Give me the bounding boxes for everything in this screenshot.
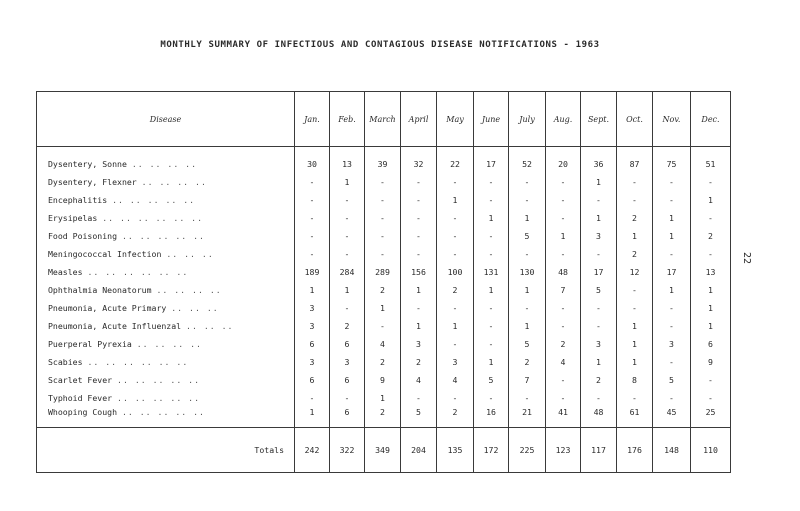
- leader-dots: .. .. ..: [186, 321, 234, 331]
- value-cell: 87: [617, 147, 653, 174]
- value-cell: 7: [546, 281, 581, 299]
- value-cell: 1: [581, 353, 617, 371]
- value-cell: 131: [474, 263, 509, 281]
- header-month: May: [437, 92, 474, 147]
- disease-name: [37, 191, 295, 209]
- value-cell: -: [617, 389, 653, 407]
- value-cell: -: [546, 317, 581, 335]
- value-cell: -: [401, 209, 437, 227]
- value-cell: 2: [581, 371, 617, 389]
- value-cell: -: [365, 209, 401, 227]
- header-month: Sept.: [581, 92, 617, 147]
- value-cell: -: [691, 245, 731, 263]
- value-cell: 32: [401, 147, 437, 174]
- total-cell: 135: [437, 428, 474, 473]
- value-cell: 1: [581, 173, 617, 191]
- value-cell: -: [509, 173, 546, 191]
- value-cell: -: [509, 245, 546, 263]
- value-cell: -: [365, 191, 401, 209]
- value-cell: 5: [653, 371, 691, 389]
- value-cell: 1: [691, 317, 731, 335]
- value-cell: 284: [330, 263, 365, 281]
- disease-name: [37, 371, 295, 389]
- total-cell: 148: [653, 428, 691, 473]
- total-cell: 110: [691, 428, 731, 473]
- value-cell: 45: [653, 407, 691, 428]
- total-cell: 204: [401, 428, 437, 473]
- table-row: [37, 245, 731, 263]
- value-cell: 8: [617, 371, 653, 389]
- value-cell: -: [365, 227, 401, 245]
- value-cell: -: [401, 389, 437, 407]
- disease-name: [37, 227, 295, 245]
- page-title: MONTHLY SUMMARY OF INFECTIOUS AND CONTAGIOUS DISEASE NOTIFICATIONS - 1963: [160, 40, 600, 50]
- value-cell: -: [546, 245, 581, 263]
- leader-dots: .. .. .. .. ..: [117, 393, 201, 403]
- table-row: [37, 147, 731, 174]
- disease-table: [36, 91, 731, 473]
- value-cell: -: [474, 335, 509, 353]
- disease-name: [37, 263, 295, 281]
- value-cell: 25: [691, 407, 731, 428]
- table-row: [37, 353, 731, 371]
- table-row: [37, 227, 731, 245]
- value-cell: -: [546, 299, 581, 317]
- disease-label: Typhoid Fever: [48, 393, 113, 403]
- value-cell: 3: [437, 353, 474, 371]
- value-cell: -: [401, 299, 437, 317]
- header-month: March: [365, 92, 401, 147]
- disease-label: Erysipelas: [48, 213, 98, 223]
- value-cell: -: [437, 245, 474, 263]
- value-cell: 3: [581, 335, 617, 353]
- value-cell: 100: [437, 263, 474, 281]
- value-cell: -: [295, 389, 330, 407]
- value-cell: 13: [330, 147, 365, 174]
- disease-label: Whooping Cough: [48, 407, 118, 417]
- value-cell: -: [437, 299, 474, 317]
- value-cell: 20: [546, 147, 581, 174]
- value-cell: 3: [295, 299, 330, 317]
- value-cell: 1: [474, 353, 509, 371]
- header-month: July: [509, 92, 546, 147]
- value-cell: 1: [295, 407, 330, 428]
- value-cell: -: [295, 227, 330, 245]
- table-row: [37, 389, 731, 407]
- disease-label: Scarlet Fever: [48, 375, 113, 385]
- value-cell: -: [509, 299, 546, 317]
- disease-name: [37, 299, 295, 317]
- disease-label: Measles: [48, 267, 83, 277]
- value-cell: 39: [365, 147, 401, 174]
- disease-name: [37, 335, 295, 353]
- value-cell: 5: [509, 335, 546, 353]
- value-cell: 17: [581, 263, 617, 281]
- value-cell: -: [295, 173, 330, 191]
- table-row: [37, 263, 731, 281]
- value-cell: 12: [617, 263, 653, 281]
- header-row: [37, 92, 731, 147]
- value-cell: 36: [581, 147, 617, 174]
- value-cell: -: [401, 227, 437, 245]
- value-cell: 2: [365, 281, 401, 299]
- value-cell: -: [653, 353, 691, 371]
- header-month: Feb.: [330, 92, 365, 147]
- value-cell: 7: [509, 371, 546, 389]
- value-cell: 9: [365, 371, 401, 389]
- leader-dots: .. .. .. ..: [131, 159, 198, 169]
- value-cell: 1: [437, 191, 474, 209]
- value-cell: 48: [581, 407, 617, 428]
- disease-name: [37, 317, 295, 335]
- value-cell: 1: [617, 335, 653, 353]
- value-cell: -: [330, 245, 365, 263]
- table-row: [37, 371, 731, 389]
- value-cell: 6: [295, 371, 330, 389]
- value-cell: -: [474, 317, 509, 335]
- value-cell: 2: [617, 245, 653, 263]
- value-cell: 6: [330, 335, 365, 353]
- value-cell: -: [691, 173, 731, 191]
- value-cell: 156: [401, 263, 437, 281]
- total-cell: 117: [581, 428, 617, 473]
- value-cell: 6: [295, 335, 330, 353]
- value-cell: 2: [546, 335, 581, 353]
- value-cell: 17: [653, 263, 691, 281]
- value-cell: -: [295, 209, 330, 227]
- value-cell: 13: [691, 263, 731, 281]
- leader-dots: .. .. .. .. .. ..: [87, 357, 189, 367]
- value-cell: -: [437, 389, 474, 407]
- value-cell: -: [653, 191, 691, 209]
- value-cell: 5: [401, 407, 437, 428]
- leader-dots: .. .. .. .. ..: [117, 375, 201, 385]
- value-cell: 2: [691, 227, 731, 245]
- header-month: April: [401, 92, 437, 147]
- value-cell: 3: [295, 353, 330, 371]
- total-cell: 242: [295, 428, 330, 473]
- value-cell: -: [437, 227, 474, 245]
- value-cell: 5: [474, 371, 509, 389]
- value-cell: 1: [437, 317, 474, 335]
- value-cell: 2: [365, 353, 401, 371]
- value-cell: 3: [653, 335, 691, 353]
- value-cell: 1: [365, 299, 401, 317]
- value-cell: -: [401, 245, 437, 263]
- value-cell: -: [365, 245, 401, 263]
- header-month: Aug.: [546, 92, 581, 147]
- value-cell: 16: [474, 407, 509, 428]
- value-cell: -: [330, 299, 365, 317]
- value-cell: -: [546, 371, 581, 389]
- value-cell: -: [509, 191, 546, 209]
- value-cell: -: [401, 173, 437, 191]
- value-cell: 1: [653, 281, 691, 299]
- disease-label: Food Poisoning: [48, 231, 118, 241]
- total-cell: 322: [330, 428, 365, 473]
- value-cell: 1: [401, 281, 437, 299]
- value-cell: -: [653, 173, 691, 191]
- leader-dots: .. .. .. ..: [156, 285, 222, 295]
- value-cell: -: [474, 245, 509, 263]
- value-cell: 1: [691, 281, 731, 299]
- disease-name: [37, 245, 295, 263]
- value-cell: 3: [581, 227, 617, 245]
- value-cell: 1: [617, 317, 653, 335]
- table-row: [37, 173, 731, 191]
- table-row: [37, 299, 731, 317]
- value-cell: -: [691, 209, 731, 227]
- value-cell: -: [691, 371, 731, 389]
- value-cell: -: [546, 389, 581, 407]
- value-cell: 1: [330, 281, 365, 299]
- value-cell: -: [330, 389, 365, 407]
- value-cell: 1: [546, 227, 581, 245]
- table-row: [37, 317, 731, 335]
- value-cell: 1: [617, 353, 653, 371]
- value-cell: 1: [474, 281, 509, 299]
- value-cell: 4: [365, 335, 401, 353]
- value-cell: -: [653, 245, 691, 263]
- value-cell: -: [691, 389, 731, 407]
- totals-row: [37, 428, 731, 473]
- value-cell: -: [437, 173, 474, 191]
- table-body: [37, 147, 731, 428]
- total-cell: 172: [474, 428, 509, 473]
- leader-dots: .. .. .. .. .. ..: [87, 267, 189, 277]
- value-cell: -: [474, 389, 509, 407]
- value-cell: 3: [330, 353, 365, 371]
- value-cell: -: [295, 191, 330, 209]
- value-cell: 6: [330, 371, 365, 389]
- value-cell: -: [401, 191, 437, 209]
- disease-label: Meningococcal Infection: [48, 249, 162, 259]
- value-cell: -: [295, 245, 330, 263]
- value-cell: -: [330, 191, 365, 209]
- value-cell: 1: [401, 317, 437, 335]
- value-cell: 1: [295, 281, 330, 299]
- leader-dots: .. .. ..: [166, 249, 214, 259]
- value-cell: -: [581, 317, 617, 335]
- value-cell: 1: [330, 173, 365, 191]
- value-cell: 1: [653, 227, 691, 245]
- disease-name: [37, 173, 295, 191]
- totals-label: Totals: [37, 428, 295, 473]
- disease-label: Scabies: [48, 357, 83, 367]
- total-cell: 176: [617, 428, 653, 473]
- disease-name: [37, 389, 295, 407]
- value-cell: 2: [617, 209, 653, 227]
- value-cell: 3: [295, 317, 330, 335]
- value-cell: 52: [509, 147, 546, 174]
- disease-label: Pneumonia, Acute Influenzal: [48, 321, 182, 331]
- value-cell: 4: [437, 371, 474, 389]
- value-cell: 3: [401, 335, 437, 353]
- disease-label: Dysentery, Flexner: [48, 177, 137, 187]
- value-cell: 2: [437, 407, 474, 428]
- value-cell: 1: [581, 209, 617, 227]
- table-row: [37, 191, 731, 209]
- value-cell: 4: [546, 353, 581, 371]
- value-cell: 2: [330, 317, 365, 335]
- value-cell: -: [365, 317, 401, 335]
- disease-label: Encephalitis: [48, 195, 108, 205]
- value-cell: 61: [617, 407, 653, 428]
- leader-dots: .. .. .. .. ..: [121, 231, 205, 241]
- value-cell: 1: [365, 389, 401, 407]
- value-cell: -: [581, 245, 617, 263]
- value-cell: -: [474, 191, 509, 209]
- value-cell: 1: [691, 299, 731, 317]
- value-cell: 41: [546, 407, 581, 428]
- value-cell: -: [474, 299, 509, 317]
- header-month: Jan.: [295, 92, 330, 147]
- value-cell: 2: [437, 281, 474, 299]
- value-cell: 5: [581, 281, 617, 299]
- value-cell: -: [653, 299, 691, 317]
- value-cell: -: [581, 389, 617, 407]
- value-cell: -: [474, 173, 509, 191]
- value-cell: 5: [509, 227, 546, 245]
- total-cell: 349: [365, 428, 401, 473]
- leader-dots: .. .. .. .. ..: [112, 195, 196, 205]
- table-row: [37, 209, 731, 227]
- value-cell: 2: [365, 407, 401, 428]
- value-cell: -: [546, 173, 581, 191]
- disease-label: Puerperal Pyrexia: [48, 339, 132, 349]
- total-cell: 123: [546, 428, 581, 473]
- value-cell: -: [365, 173, 401, 191]
- value-cell: -: [474, 227, 509, 245]
- table-row: [37, 335, 731, 353]
- leader-dots: .. .. .. ..: [141, 177, 207, 187]
- value-cell: 75: [653, 147, 691, 174]
- value-cell: -: [653, 317, 691, 335]
- disease-name: [37, 353, 295, 371]
- header-month: Oct.: [617, 92, 653, 147]
- page-number: 22: [741, 252, 752, 265]
- header-month: June: [474, 92, 509, 147]
- value-cell: 189: [295, 263, 330, 281]
- leader-dots: .. .. .. .. .. ..: [102, 213, 204, 223]
- leader-dots: .. .. .. .. ..: [121, 407, 205, 417]
- value-cell: 1: [691, 191, 731, 209]
- disease-name: [37, 209, 295, 227]
- total-cell: 225: [509, 428, 546, 473]
- value-cell: 2: [401, 353, 437, 371]
- value-cell: -: [330, 209, 365, 227]
- disease-name: [37, 147, 295, 174]
- value-cell: 1: [617, 227, 653, 245]
- value-cell: 1: [509, 209, 546, 227]
- value-cell: -: [653, 389, 691, 407]
- value-cell: 1: [474, 209, 509, 227]
- value-cell: -: [617, 281, 653, 299]
- value-cell: -: [581, 191, 617, 209]
- value-cell: 1: [509, 281, 546, 299]
- value-cell: -: [617, 173, 653, 191]
- disease-name: [37, 407, 295, 428]
- table-row: [37, 407, 731, 428]
- leader-dots: .. .. ..: [171, 303, 219, 313]
- value-cell: 17: [474, 147, 509, 174]
- value-cell: 48: [546, 263, 581, 281]
- value-cell: -: [546, 209, 581, 227]
- value-cell: 22: [437, 147, 474, 174]
- leader-dots: .. .. .. ..: [136, 339, 202, 349]
- value-cell: -: [330, 227, 365, 245]
- value-cell: 130: [509, 263, 546, 281]
- disease-label: Ophthalmia Neonatorum: [48, 285, 152, 295]
- value-cell: -: [617, 191, 653, 209]
- value-cell: 4: [401, 371, 437, 389]
- table-row: [37, 281, 731, 299]
- header-month: Nov.: [653, 92, 691, 147]
- value-cell: -: [437, 209, 474, 227]
- value-cell: -: [581, 299, 617, 317]
- value-cell: 9: [691, 353, 731, 371]
- value-cell: 2: [509, 353, 546, 371]
- header-disease: Disease: [37, 92, 295, 147]
- disease-name: [37, 281, 295, 299]
- value-cell: 6: [691, 335, 731, 353]
- value-cell: -: [509, 389, 546, 407]
- value-cell: 1: [509, 317, 546, 335]
- header-month: Dec.: [691, 92, 731, 147]
- value-cell: -: [437, 335, 474, 353]
- value-cell: 30: [295, 147, 330, 174]
- value-cell: 6: [330, 407, 365, 428]
- value-cell: 51: [691, 147, 731, 174]
- value-cell: -: [546, 191, 581, 209]
- value-cell: 289: [365, 263, 401, 281]
- value-cell: 21: [509, 407, 546, 428]
- value-cell: 1: [653, 209, 691, 227]
- disease-label: Dysentery, Sonne: [48, 159, 127, 169]
- value-cell: -: [617, 299, 653, 317]
- disease-label: Pneumonia, Acute Primary: [48, 303, 167, 313]
